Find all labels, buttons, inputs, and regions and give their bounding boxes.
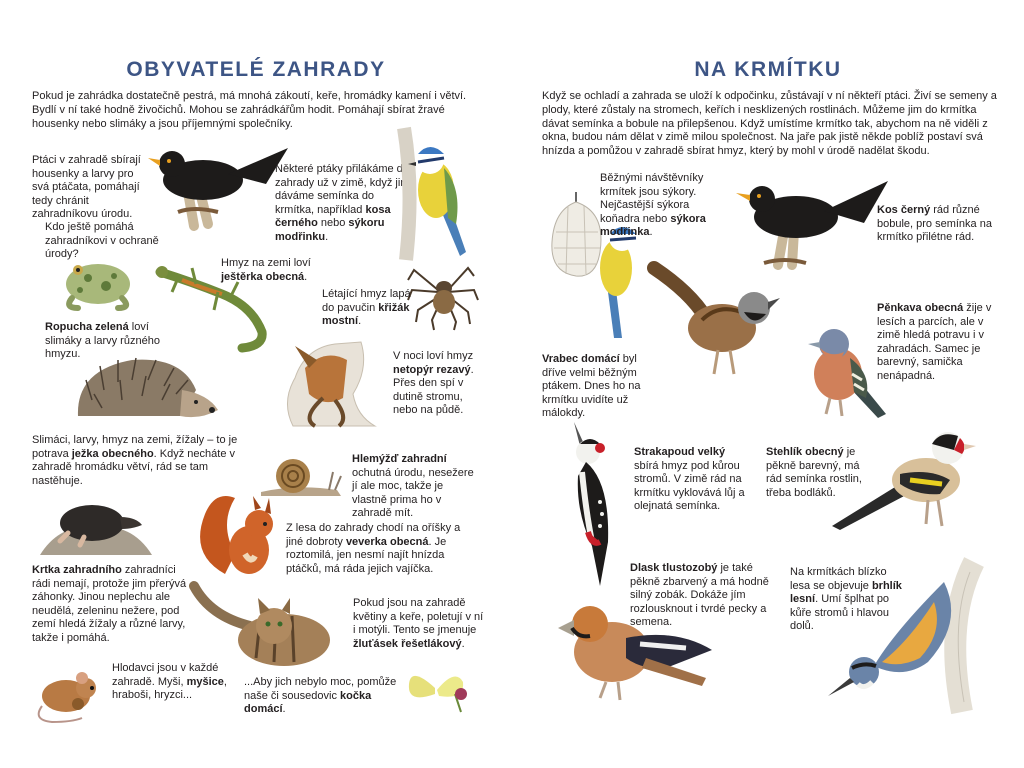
butterfly-text: Pokud jsou na zahradě květiny a keře, poletují v ní i motýli. Tento se jmenuje žluťásek řešetlákový. — [353, 597, 484, 650]
chaffinch-illustration — [800, 318, 892, 422]
mouse-illustration — [32, 666, 106, 724]
brimstone-butterfly-illustration — [405, 664, 475, 714]
right-page — [512, 0, 1024, 768]
spider-illustration — [408, 260, 478, 330]
hawfinch-text: Dlask tlustozobý je také pěkně zbarvený a má hodně silný zobák. Dokáže jím rozlousknout i tvrdé pecky a semena. — [630, 562, 769, 629]
mole-illustration — [40, 493, 152, 555]
blue-tit-illustration — [400, 128, 482, 260]
lizard-text: Hmyz na zemi loví ještěrka obecná. — [221, 257, 311, 283]
woodpecker-illustration — [566, 422, 626, 586]
sparrow-text: Vrabec domácí byl dříve velmi běžným ptákem. Dnes ho na krmítku uvidíte už málokdy. — [542, 353, 641, 420]
squirrel-illustration — [195, 484, 285, 586]
blackbird-text: Kos černý rád různé bobule, pro semínka na krmítko přilétne rád. — [877, 204, 992, 244]
goldfinch-text: Stehlík obecný je pěkně barevný, má rád semínka rostlin, třeba bodláků. — [766, 446, 862, 499]
squirrel-text: Z lesa do zahrady chodí na oříšky a jiné dobroty veverka obecná. Je roztomilá, jen nesmí najít hnízda ptáčků, má ráda jejich vajíčka. — [286, 522, 461, 575]
cat-text: ...Aby jich nebylo moc, pomůže naše či sousedovic kočka domácí. — [244, 676, 397, 716]
hawfinch-illustration — [556, 598, 716, 702]
hedgehog-illustration — [72, 350, 222, 430]
bat-text: V noci loví hmyz netopýr rezavý. Přes den spí v dutině stromu, nebo na půdě. — [393, 350, 474, 417]
left-page-title: OBYVATELÉ ZAHRADY — [126, 58, 386, 81]
chaffinch-text: Pěnkava obecná žije v lesích a parcích, ale v zimě hledá potravu i v zahradách. Samec je barevný, samička nenápadná. — [877, 302, 992, 382]
feeder-text: Některé ptáky přilákáme do zahrady už v zimě, když jim dáváme semínka do krmítka, například kosa černého nebo sýkoru modřinku. — [275, 163, 410, 243]
right-page-title: NA KRMÍTKU — [694, 58, 842, 81]
toad-text: Ropucha zelená loví slimáky a larvy různého hmyzu. — [45, 321, 160, 361]
rodents-text: Hlodavci jsou v každé zahradě. Myši, myšice, hraboši, hryzci... — [112, 662, 227, 702]
birds-text: Ptáci v zahradě sbírají housenky a larvy pro svá ptáčata, pomáhají tedy chránit zahradníkovu úrodu. — [32, 154, 141, 221]
woodpecker-text: Strakapoud velký sbírá hmyz pod kůrou stromů. V zimě rád na krmítku vyklovává lůj a olejnatá semínka. — [634, 446, 745, 513]
bat-illustration — [265, 338, 385, 428]
helper-question: Kdo ještě pomáhá zahradníkovi v ochraně úrody? — [45, 221, 159, 261]
goldfinch-illustration — [830, 414, 980, 538]
nuthatch-text: Na krmítkách blízko lesa se objevuje brhlík lesní. Umí šplhat po kůře stromů i hlavou dolů. — [790, 566, 902, 633]
left-intro: Pokud je zahrádka dostatečně pestrá, má mnohá zákoutí, keře, hromádky kamení i větví. Bydlí v ní také hodně živočichů. Mohou se zahrádkářům hodit. Pomáhají sbírat žravé housenky nebo slimáky a jsou příjemnými společníky. — [32, 90, 467, 130]
mole-text: Krtka zahradního zahradníci rádi nemají, protože jim přerývá záhonky. Jinou neplechu ale neudělá, zeleninu nežere, pod zemí hledá žížaly a různé larvy, takže i pomáhá. — [32, 564, 187, 644]
hedgehog-text: Slimáci, larvy, hmyz na zemi, žížaly – to je potrava ježka obecného. Když necháte v zahradě hromádku větví, rád se tam nastěhuje. — [32, 434, 238, 487]
right-intro: Když se ochladí a zahrada se uloží k odpočinku, zůstávají v ní někteří ptáci. Živí se semeny a plody, které zůstaly na stromech, keřích i nesklizených rostlinách. Můžeme jim do krmítka dávat semínka a bobule na přilepšenou. Když umístíme krmítko tak, abychom na ně viděli z okna, budou nám dělat v zimě milou společnost. Na jaře pak jistě někde poblíž postaví svá hnízda a pomůžou v zahradě sbírat hmyz, který by mohl v úrodě nadělat škodu. — [542, 90, 997, 158]
tits-text: Běžnými návštěvníky krmítek jsou sýkory. Nejčastější sýkora koňadra nebo sýkora modřinka. — [600, 172, 706, 239]
nuthatch-illustration — [824, 562, 984, 712]
cat-illustration — [190, 576, 345, 672]
spider-text: Létající hmyz lapá do pavučin křižák mostní. — [322, 288, 411, 328]
blackbird-right-illustration — [734, 177, 894, 273]
green-toad-illustration — [58, 252, 138, 312]
snail-text: Hlemýžď zahradní ochutná úrodu, nesežere jí ale moc, takže je vlastně prima ho v zahradě mít. — [352, 453, 474, 520]
sparrow-illustration — [650, 262, 780, 380]
